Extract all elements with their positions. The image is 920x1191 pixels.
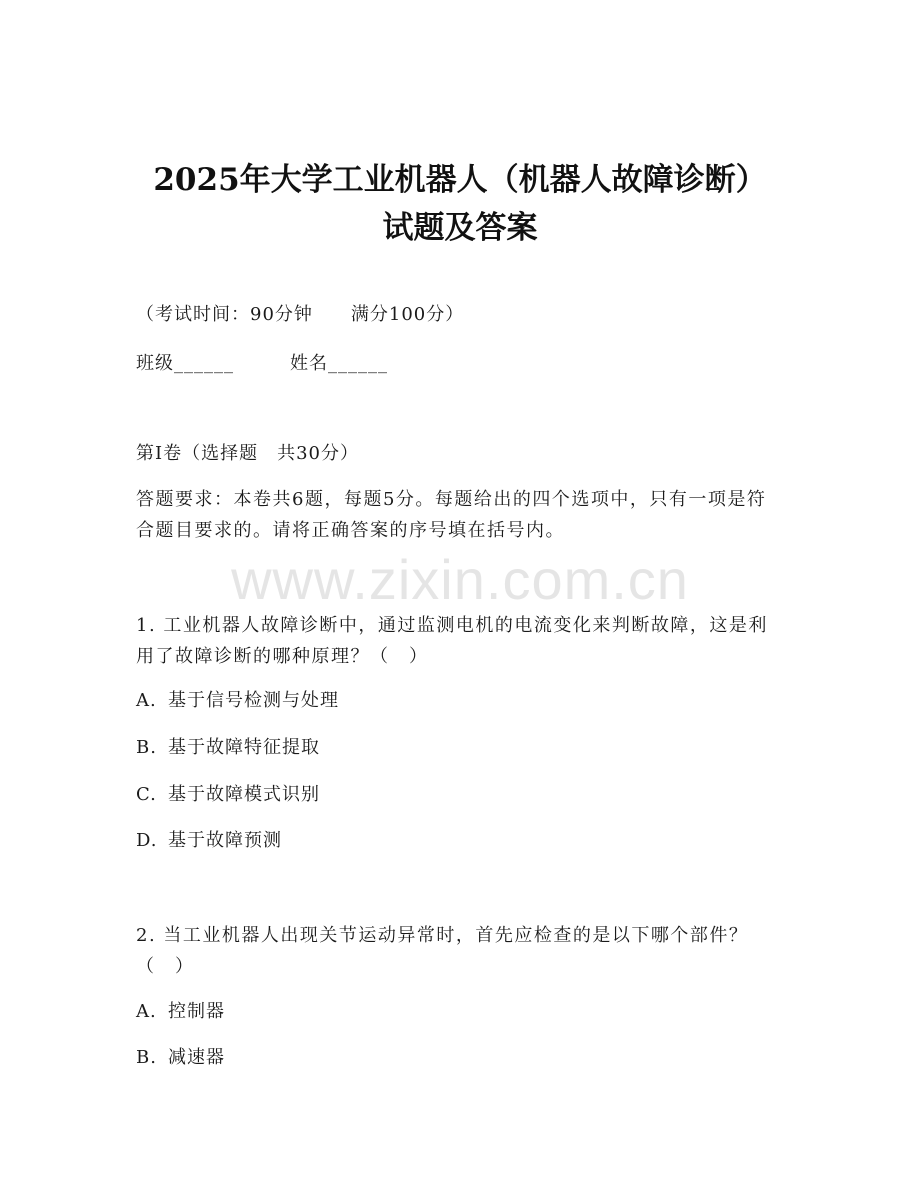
- option-label: B.: [136, 1047, 157, 1068]
- option-text: 基于故障特征提取: [168, 737, 320, 758]
- document-title-line2: 试题及答案: [382, 210, 538, 246]
- question-2-option-a: [136, 1000, 225, 1024]
- class-field[interactable]: 班级______: [136, 353, 234, 374]
- exam-meta: （考试时间：90分钟 满分100分）: [136, 304, 465, 325]
- option-label: A.: [136, 690, 157, 711]
- question-1-option-c: [136, 783, 320, 807]
- option-text: 基于故障预测: [168, 830, 282, 851]
- section-heading: 第I卷（选择题 共30分）: [136, 443, 360, 464]
- option-text: 减速器: [168, 1047, 225, 1068]
- question-1-option-b: [136, 736, 320, 760]
- option-label: B.: [136, 737, 157, 758]
- student-fields: [136, 352, 388, 376]
- option-text: 基于信号检测与处理: [168, 690, 339, 711]
- option-label: A.: [136, 1001, 157, 1022]
- option-text: 控制器: [168, 1001, 225, 1022]
- option-label: C.: [136, 784, 157, 805]
- section-instructions: 答题要求：本卷共6题，每题5分。每题给出的四个选项中，只有一项是符合题目要求的。请将正确答案的序号填在括号内。: [136, 489, 767, 541]
- question-1-option-a: [136, 689, 339, 713]
- name-field[interactable]: 姓名______: [290, 353, 388, 374]
- option-label: D.: [136, 830, 158, 851]
- document-title-line1: 2025年大学工业机器人（机器人故障诊断）: [153, 162, 767, 198]
- option-text: 基于故障模式识别: [168, 784, 320, 805]
- watermark: www.zixin.com.cn: [231, 548, 689, 611]
- question-2: 2. 当工业机器人出现关节运动异常时，首先应检查的是以下哪个部件？（ ）: [136, 925, 749, 977]
- question-1: 1. 工业机器人故障诊断中，通过监测电机的电流变化来判断故障，这是利用了故障诊断的哪种原理？（ ）: [136, 615, 768, 667]
- question-1-option-d: [136, 829, 282, 853]
- question-2-option-b: [136, 1046, 225, 1070]
